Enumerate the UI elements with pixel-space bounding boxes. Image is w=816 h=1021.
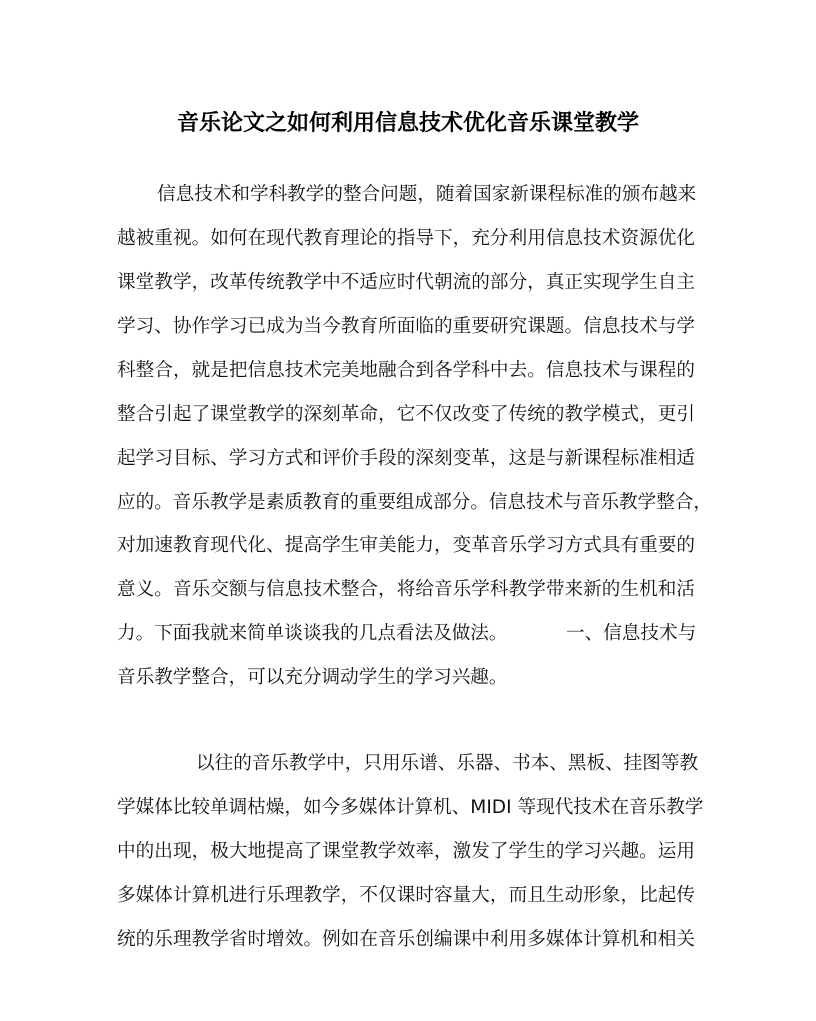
document-title: 音乐论文之如何利用信息技术优化音乐课堂教学 bbox=[176, 110, 639, 136]
paragraph-line: 意义。音乐交额与信息技术整合，将给音乐学科教学带来新的生机和活 bbox=[117, 579, 695, 600]
paragraph-line: 课堂教学，改革传统教学中不适应时代朝流的部分，真正实现学生自主 bbox=[117, 272, 695, 293]
paragraph-line: 学习、协作学习已成为当今教育所面临的重要研究课题。信息技术与学 bbox=[117, 316, 695, 337]
paragraph-line: 信息技术和学科教学的整合问题，随着国家新课程标准的颁布越来 bbox=[157, 184, 697, 205]
paragraph-line: 力。下面我就来简单谈谈我的几点看法及做法。 bbox=[117, 623, 508, 644]
paragraph-line: 中的出现，极大地提高了课堂教学效率，激发了学生的学习兴趣。运用 bbox=[117, 841, 695, 862]
paragraph-line: 越被重视。如何在现代教育理论的指导下，充分利用信息技术资源优化 bbox=[117, 228, 695, 249]
paragraph-line: 对加速教育现代化、提高学生审美能力，变革音乐学习方式具有重要的 bbox=[117, 535, 695, 556]
section-heading: 一、信息技术与 bbox=[566, 623, 697, 644]
paragraph-line: 整合引起了课堂教学的深刻革命，它不仅改变了传统的教学模式，更引 bbox=[117, 404, 695, 425]
paragraph-line: 应的。音乐教学是素质教育的重要组成部分。信息技术与音乐教学整合， bbox=[117, 492, 713, 513]
paragraph-line: 统的乐理教学省时增效。例如在音乐创编课中利用多媒体计算机和相关 bbox=[117, 929, 695, 950]
paragraph-line: 多媒体计算机进行乐理教学，不仅课时容量大，而且生动形象，比起传 bbox=[117, 885, 695, 906]
paragraph-line: 学媒体比较单调枯燥，如今多媒体计算机、MIDI 等现代技术在音乐教学 bbox=[117, 797, 704, 818]
paragraph-line: 以往的音乐教学中，只用乐谱、乐器、书本、黑板、挂图等教 bbox=[196, 753, 699, 774]
paragraph-line: 起学习目标、学习方式和评价手段的深刻变革，这是与新课程标准相适 bbox=[117, 448, 695, 469]
paragraph-line: 科整合，就是把信息技术完美地融合到各学科中去。信息技术与课程的 bbox=[117, 360, 695, 381]
section-heading-continued: 音乐教学整合，可以充分调动学生的学习兴趣。 bbox=[117, 667, 508, 688]
